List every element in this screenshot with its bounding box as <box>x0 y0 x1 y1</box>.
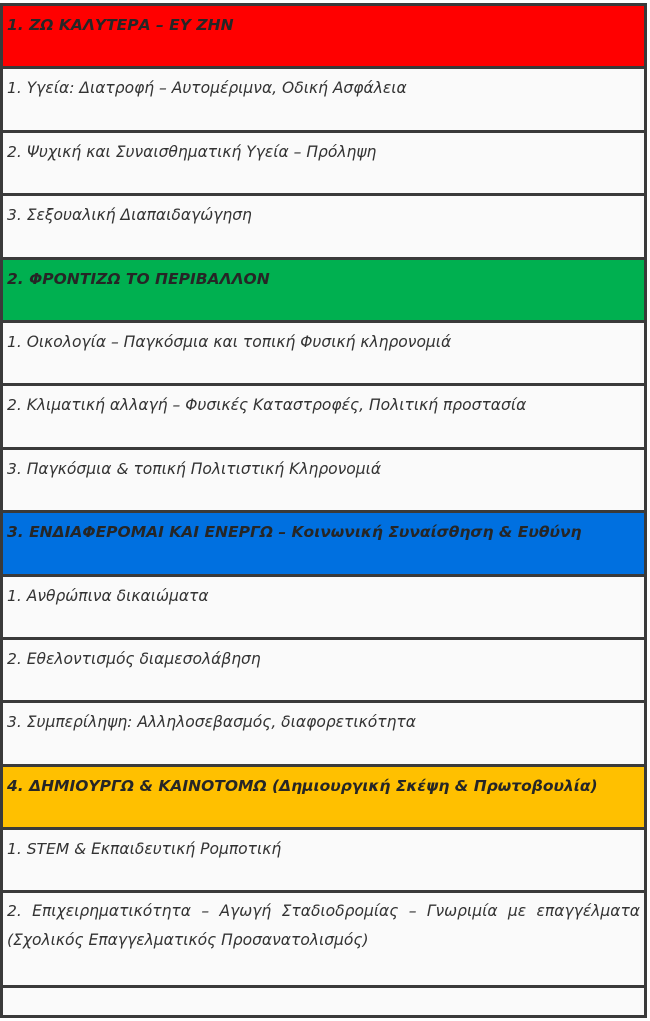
section-header-1: 1. ΖΩ ΚΑΛΥΤΕΡΑ – ΕΥ ΖΗΝ <box>0 6 647 69</box>
table-row: 1. Οικολογία – Παγκόσμια και τοπική Φυσική κληρονομιά <box>0 323 647 386</box>
table-row: 1. STEM & Εκπαιδευτική Ρομποτική <box>0 830 647 893</box>
table-row: 1. Ανθρώπινα δικαιώματα <box>0 577 647 640</box>
table-row: 3. Συμπερίληψη: Αλληλοσεβασμός, διαφορετικότητα <box>0 703 647 766</box>
table-row: 3. Σεξουαλική Διαπαιδαγώγηση <box>0 196 647 259</box>
table-row: 1. Υγεία: Διατροφή – Αυτομέριμνα, Οδική Ασφάλεια <box>0 69 647 132</box>
section-header-4: 4. ΔΗΜΙΟΥΡΓΩ & ΚΑΙΝΟΤΟΜΩ (Δημιουργική Σκέψη & Πρωτοβουλία) <box>0 767 647 830</box>
table-row: 2. Ψυχική και Συναισθηματική Υγεία – Πρόληψη <box>0 133 647 196</box>
table-row: 3. Παγκόσμια & τοπική Πολιτιστική Κληρονομιά <box>0 450 647 513</box>
table-row: 2. Κλιματική αλλαγή – Φυσικές Καταστροφές, Πολιτική προστασία <box>0 386 647 449</box>
empty-row <box>0 988 647 1018</box>
topics-table <box>0 3 647 1018</box>
table-row: 2. Επιχειρηματικότητα – Αγωγή Σταδιοδρομίας – Γνωριμία με επαγγέλματα (Σχολικός Επαγγελματικός Προσανατολισμός) <box>0 893 647 988</box>
table-row: 2. Εθελοντισμός διαμεσολάβηση <box>0 640 647 703</box>
section-header-3: 3. ΕΝΔΙΑΦΕΡΟΜΑΙ ΚΑΙ ΕΝΕΡΓΩ – Κοινωνική Συναίσθηση & Ευθύνη <box>0 513 647 576</box>
section-header-2: 2. ΦΡΟΝΤΙΖΩ ΤΟ ΠΕΡΙΒΑΛΛΟΝ <box>0 260 647 323</box>
